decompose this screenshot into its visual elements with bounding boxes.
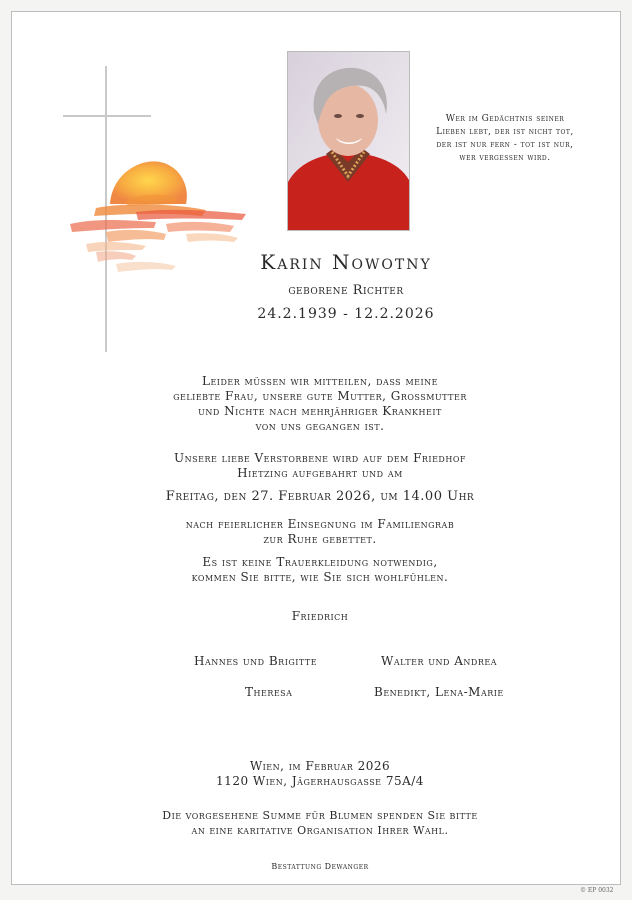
mourner-names: Hannes und Brigitte <box>194 654 318 668</box>
deceased-name: Karin Nowotny <box>260 250 432 274</box>
portrait-photo <box>287 51 410 231</box>
place-address <box>150 759 490 789</box>
mourner-names: Theresa <box>245 685 293 699</box>
quote-line: Wer im Gedächtnis seiner <box>445 114 565 124</box>
quote-line: Lieben lebt, der ist nicht tot, <box>436 127 574 137</box>
text-line: kommen Sie bitte, wie Sie sich wohlfühlen. <box>191 570 449 584</box>
cross-horizontal <box>63 115 151 117</box>
text-line: Wien, im Februar 2026 <box>249 759 391 773</box>
clothing-text <box>150 555 490 585</box>
life-dates: 24.2.1939 - 12.2.2026 <box>257 306 435 322</box>
text-line: nach feierlicher Einsegnung im Familiengrab <box>185 517 455 531</box>
text-line: an eine karitative Organisation Ihrer Wahl. <box>191 824 449 837</box>
burial-text <box>150 517 490 547</box>
text-line: Freitag, den 27. Februar 2026, um 14.00 Uhr <box>165 489 475 504</box>
text-line: Unsere liebe Verstorbene wird auf dem Friedhof <box>174 451 466 465</box>
print-code: © EP 0032 <box>580 887 614 894</box>
text-line: von uns gegangen ist. <box>255 419 385 433</box>
text-line: und Nichte nach mehrjähriger Krankheit <box>198 404 442 418</box>
text-line: geliebte Frau, unsere gute Mutter, Grossmutter <box>173 389 467 403</box>
donation-text <box>150 808 490 838</box>
undertaker-name: Bestattung Dewanger <box>271 862 369 871</box>
mourner-names: Benedikt, Lena-Marie <box>374 685 504 699</box>
birth-name: geborene Richter <box>288 283 404 298</box>
funeral-date <box>150 489 490 504</box>
text-line: Es ist keine Trauerkleidung notwendig, <box>202 555 438 569</box>
text-line: zur Ruhe gebettet. <box>263 532 377 546</box>
text-line: Leider müssen wir mitteilen, dass meine <box>202 374 438 388</box>
text-line: Friedrich <box>291 609 349 623</box>
text-line: Die vorgesehene Summe für Blumen spenden Sie bitte <box>162 809 478 822</box>
mourner-names: Walter und Andrea <box>381 654 497 668</box>
quote-line: wer vergessen wird. <box>459 153 551 163</box>
memorial-quote <box>416 113 594 165</box>
announcement-text <box>150 374 490 434</box>
mourner-husband <box>150 609 490 624</box>
text-line: Hietzing aufgebahrt und am <box>237 466 403 480</box>
viewing-text <box>150 451 490 481</box>
quote-line: der ist nur fern - tot ist nur, <box>436 140 574 150</box>
text-line: 1120 Wien, Jägerhausgasse 75A/4 <box>216 774 424 788</box>
